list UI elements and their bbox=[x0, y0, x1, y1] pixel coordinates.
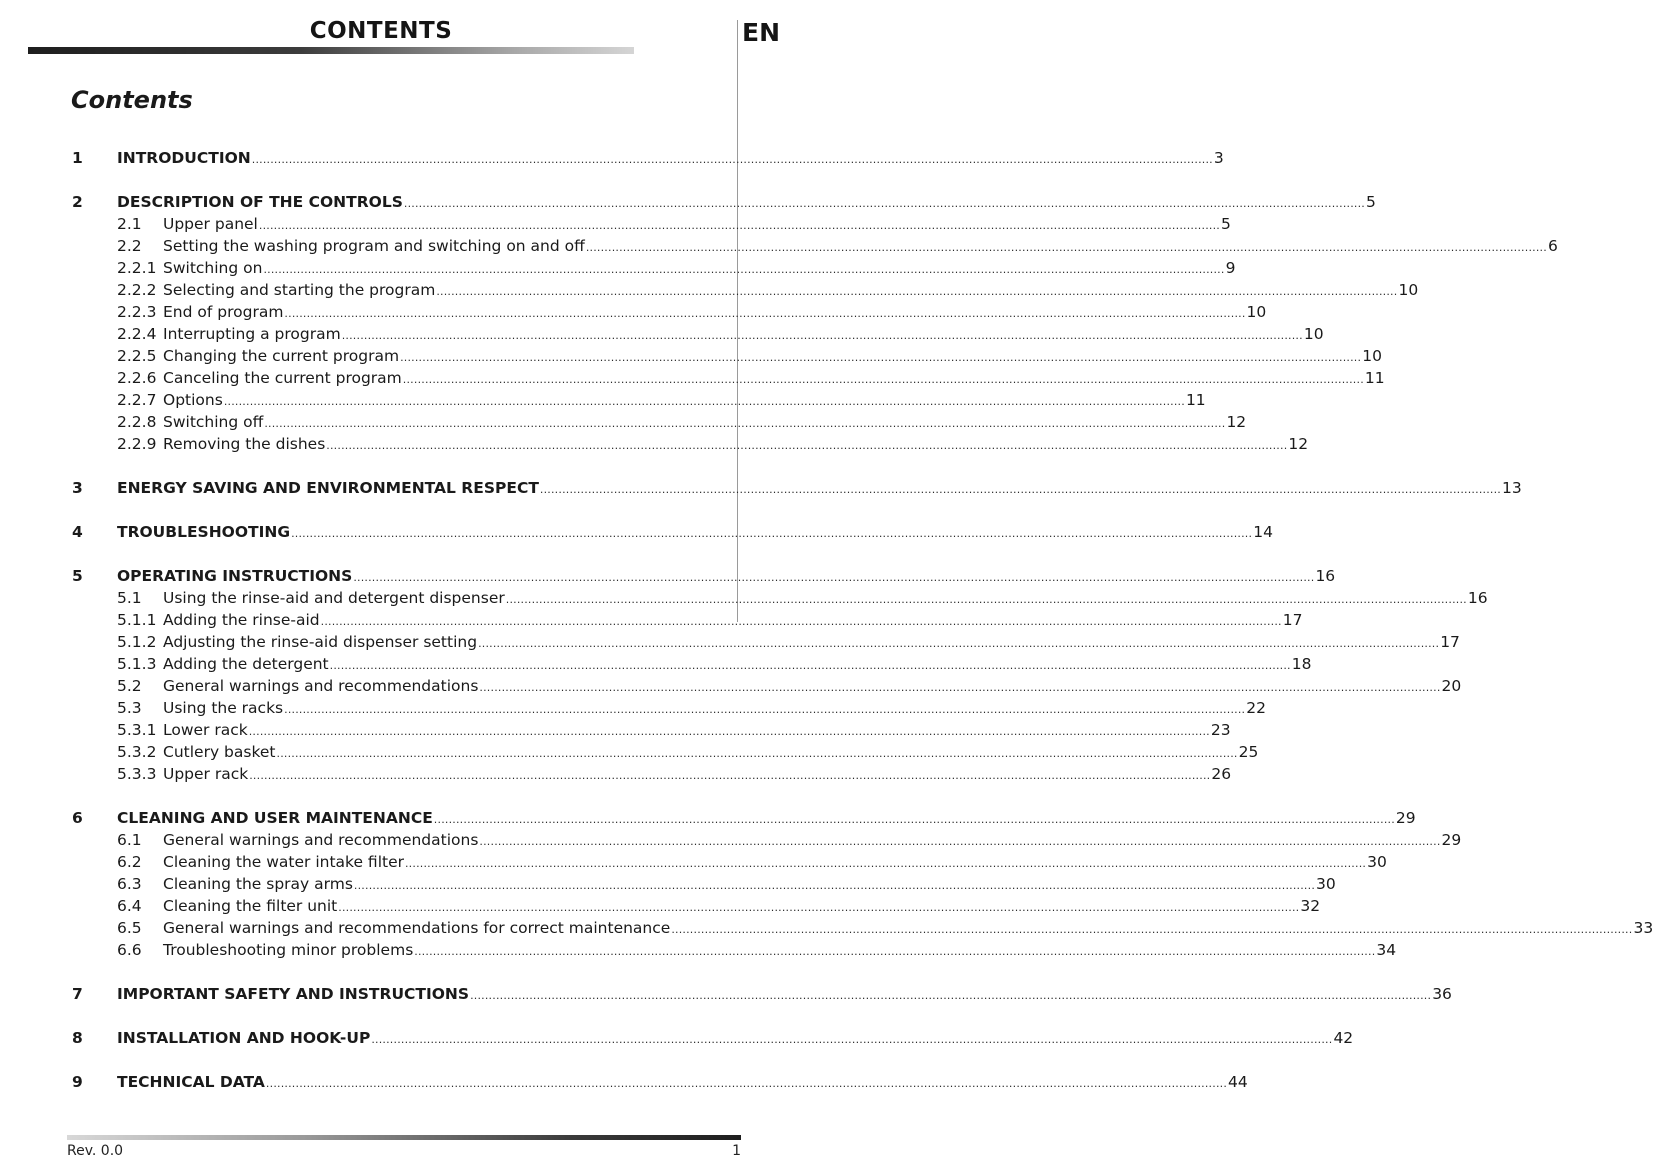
toc-entry-title: Options bbox=[163, 391, 223, 409]
toc-entry-number: 6.4 bbox=[117, 897, 142, 915]
toc-entry-title: End of program bbox=[163, 303, 284, 321]
toc-entry-title: Switching off bbox=[163, 413, 264, 431]
toc-entry[interactable] bbox=[72, 367, 1385, 389]
toc-entry[interactable] bbox=[72, 719, 1231, 741]
dot-leader: .................................................................................................................................................................................................................................................................... bbox=[276, 747, 1238, 760]
toc-entry-page: 26 bbox=[1211, 765, 1232, 783]
toc-entry-number: 5.3.1 bbox=[117, 721, 157, 739]
toc-entry-page: 30 bbox=[1316, 875, 1336, 893]
toc-entry-number: 6.3 bbox=[117, 875, 142, 893]
toc-entry-number: 2.2.8 bbox=[117, 413, 157, 431]
toc-entry[interactable] bbox=[72, 433, 1309, 455]
toc-entry-title: General warnings and recommendations bbox=[163, 677, 479, 695]
toc-entry-number: 2.2.9 bbox=[117, 435, 157, 453]
toc-entry[interactable] bbox=[72, 741, 1259, 763]
toc-entry-page: 33 bbox=[1633, 919, 1653, 937]
toc-entry-number: 2.2.1 bbox=[117, 259, 157, 277]
dot-leader: .................................................................................................................................................................................................................................................................... bbox=[478, 637, 1440, 650]
toc-entry-page: 16 bbox=[1467, 589, 1488, 607]
toc-entry-title: TECHNICAL DATA bbox=[117, 1073, 265, 1091]
toc-entry-page: 18 bbox=[1291, 655, 1312, 673]
toc-entry-number: 2 bbox=[72, 193, 83, 211]
toc-entry[interactable] bbox=[72, 939, 1397, 961]
toc-entry[interactable] bbox=[72, 587, 1488, 609]
toc-entry[interactable] bbox=[72, 873, 1336, 895]
toc-entry-page: 6 bbox=[1547, 237, 1558, 255]
toc-entry-number: 5.1.1 bbox=[117, 611, 157, 629]
toc-entry-title: Setting the washing program and switching on and off bbox=[163, 237, 585, 255]
toc-entry[interactable] bbox=[72, 279, 1419, 301]
toc-entry-page: 29 bbox=[1441, 831, 1462, 849]
toc-entry-number: 6.5 bbox=[117, 919, 142, 937]
toc-entry-title: Upper rack bbox=[163, 765, 249, 783]
dot-leader: .................................................................................................................................................................................................................................................................... bbox=[414, 945, 1376, 958]
toc-entry-page: 12 bbox=[1226, 413, 1247, 431]
dot-leader: .................................................................................................................................................................................................................................................................... bbox=[341, 329, 1303, 342]
toc-entry[interactable] bbox=[72, 609, 1303, 631]
toc-entry-page: 14 bbox=[1253, 523, 1273, 541]
dot-leader: .................................................................................................................................................................................................................................................................... bbox=[265, 1077, 1228, 1090]
toc-entry-title: IMPORTANT SAFETY AND INSTRUCTIONS bbox=[117, 985, 470, 1003]
toc-entry-number: 5.2 bbox=[117, 677, 142, 695]
toc-entry[interactable] bbox=[72, 565, 1336, 587]
dot-leader: .................................................................................................................................................................................................................................................................... bbox=[249, 769, 1211, 782]
toc-entry-page: 34 bbox=[1376, 941, 1397, 959]
toc-entry-title: General warnings and recommendations bbox=[163, 831, 479, 849]
toc-entry[interactable] bbox=[72, 653, 1312, 675]
toc-entry-title: Removing the dishes bbox=[163, 435, 326, 453]
toc-entry-title: Troubleshooting minor problems bbox=[163, 941, 414, 959]
toc-entry[interactable] bbox=[72, 983, 1452, 1005]
toc-entry-title: CLEANING AND USER MAINTENANCE bbox=[117, 809, 433, 827]
toc-entry[interactable] bbox=[72, 477, 1522, 499]
toc-entry-title: INTRODUCTION bbox=[117, 149, 251, 167]
toc-entry-page: 20 bbox=[1441, 677, 1462, 695]
dot-leader: .................................................................................................................................................................................................................................................................... bbox=[329, 659, 1291, 672]
dot-leader: .................................................................................................................................................................................................................................................................... bbox=[223, 395, 1185, 408]
dot-leader: .................................................................................................................................................................................................................................................................... bbox=[404, 857, 1367, 870]
toc-entry-title: Adding the rinse-aid bbox=[163, 611, 320, 629]
toc-entry-page: 44 bbox=[1228, 1073, 1248, 1091]
revision-label: Rev. 0.0 bbox=[67, 1143, 124, 1159]
toc-entry-number: 5.1.2 bbox=[117, 633, 157, 651]
toc-entry-number: 6.1 bbox=[117, 831, 142, 849]
toc-entry-page: 3 bbox=[1213, 149, 1224, 167]
toc-entry[interactable] bbox=[72, 917, 1653, 939]
toc-entry-title: General warnings and recommendations for correct maintenance bbox=[163, 919, 671, 937]
toc-entry-page: 17 bbox=[1440, 633, 1460, 651]
toc-entry[interactable] bbox=[72, 675, 1462, 697]
toc-entry-title: TROUBLESHOOTING bbox=[117, 523, 291, 541]
toc-entry[interactable] bbox=[72, 697, 1266, 719]
toc-entry-number: 2.2.5 bbox=[117, 347, 157, 365]
language-code: EN bbox=[742, 18, 781, 47]
toc-entry-title: Using the rinse-aid and detergent dispenser bbox=[163, 589, 505, 607]
toc-entry-number: 5.3 bbox=[117, 699, 142, 717]
toc-entry-number: 5.1 bbox=[117, 589, 142, 607]
toc-entry[interactable] bbox=[72, 345, 1382, 367]
dot-leader: .................................................................................................................................................................................................................................................................... bbox=[263, 263, 1225, 276]
toc-entry-page: 13 bbox=[1502, 479, 1522, 497]
toc-entry-page: 22 bbox=[1246, 699, 1266, 717]
toc-entry-title: Using the racks bbox=[163, 699, 284, 717]
dot-leader: .................................................................................................................................................................................................................................................................... bbox=[264, 417, 1226, 430]
dot-leader: .................................................................................................................................................................................................................................................................... bbox=[353, 571, 1315, 584]
toc-entry-title: INSTALLATION AND HOOK-UP bbox=[117, 1029, 371, 1047]
dot-leader: .................................................................................................................................................................................................................................................................... bbox=[433, 813, 1395, 826]
toc-entry-title: DESCRIPTION OF THE CONTROLS bbox=[117, 193, 403, 211]
toc-entry-number: 2.1 bbox=[117, 215, 142, 233]
toc-entry-page: 29 bbox=[1395, 809, 1416, 827]
toc-entry-title: Canceling the current program bbox=[163, 369, 402, 387]
toc-entry[interactable] bbox=[72, 301, 1267, 323]
toc-entry-title: Adjusting the rinse-aid dispenser setting bbox=[163, 633, 478, 651]
dot-leader: .................................................................................................................................................................................................................................................................... bbox=[470, 989, 1432, 1002]
toc-entry-title: Lower rack bbox=[163, 721, 248, 739]
toc-entry-title: ENERGY SAVING AND ENVIRONMENTAL RESPECT bbox=[117, 479, 539, 497]
dot-leader: .................................................................................................................................................................................................................................................................... bbox=[326, 439, 1288, 452]
page-header-title: CONTENTS bbox=[309, 18, 453, 44]
toc-entry[interactable] bbox=[72, 1027, 1354, 1049]
toc-entry[interactable] bbox=[72, 807, 1416, 829]
toc-entry[interactable] bbox=[72, 763, 1232, 785]
toc-entry-page: 5 bbox=[1366, 193, 1376, 211]
toc-entry-title: OPERATING INSTRUCTIONS bbox=[117, 567, 353, 585]
toc-entry-page: 10 bbox=[1362, 347, 1382, 365]
toc-entry-number: 2.2.2 bbox=[117, 281, 157, 299]
dot-leader: .................................................................................................................................................................................................................................................................... bbox=[258, 219, 1220, 232]
toc-entry-title: Cleaning the spray arms bbox=[163, 875, 353, 893]
toc-entry-page: 25 bbox=[1238, 743, 1259, 761]
dot-leader: .................................................................................................................................................................................................................................................................... bbox=[539, 483, 1502, 496]
toc-entry-title: Cleaning the filter unit bbox=[163, 897, 338, 915]
dot-leader: .................................................................................................................................................................................................................................................................... bbox=[479, 681, 1441, 694]
dot-leader: .................................................................................................................................................................................................................................................................... bbox=[479, 835, 1441, 848]
toc-entry-page: 5 bbox=[1221, 215, 1231, 233]
toc-entry-page: 10 bbox=[1246, 303, 1267, 321]
toc-entry[interactable] bbox=[72, 235, 1558, 257]
toc-entry-page: 11 bbox=[1364, 369, 1385, 387]
toc-entry-page: 17 bbox=[1282, 611, 1303, 629]
toc-entry-number: 4 bbox=[72, 523, 83, 541]
toc-entry-page: 32 bbox=[1300, 897, 1321, 915]
toc-entry-page: 23 bbox=[1210, 721, 1231, 739]
toc-entry[interactable] bbox=[72, 147, 1224, 169]
dot-leader: .................................................................................................................................................................................................................................................................... bbox=[353, 879, 1316, 892]
toc-entry-page: 11 bbox=[1185, 391, 1206, 409]
toc-entry-title: Upper panel bbox=[163, 215, 258, 233]
dot-leader: .................................................................................................................................................................................................................................................................... bbox=[284, 307, 1246, 320]
toc-entry[interactable] bbox=[72, 191, 1376, 213]
toc-entry-page: 30 bbox=[1367, 853, 1387, 871]
toc-entry-title: Cutlery basket bbox=[163, 743, 276, 761]
toc-entry-title: Selecting and starting the program bbox=[163, 281, 436, 299]
toc-entry-number: 5.1.3 bbox=[117, 655, 157, 673]
toc-entry-page: 16 bbox=[1315, 567, 1336, 585]
toc-entry-title: Adding the detergent bbox=[163, 655, 329, 673]
toc-entry-number: 6.6 bbox=[117, 941, 142, 959]
toc-entry-page: 42 bbox=[1333, 1029, 1354, 1047]
toc-entry-number: 3 bbox=[72, 479, 83, 497]
toc-entry-page: 10 bbox=[1303, 325, 1324, 343]
toc-entry-number: 5 bbox=[72, 567, 83, 585]
dot-leader: .................................................................................................................................................................................................................................................................... bbox=[251, 153, 1213, 166]
dot-leader: .................................................................................................................................................................................................................................................................... bbox=[505, 593, 1467, 606]
toc-entry-title: Cleaning the water intake filter bbox=[163, 853, 404, 871]
toc-entry-number: 6.2 bbox=[117, 853, 142, 871]
toc-entry-number: 7 bbox=[72, 985, 83, 1003]
toc-entry-number: 1 bbox=[72, 149, 83, 167]
toc-entry[interactable] bbox=[72, 213, 1231, 235]
toc-entry-number: 9 bbox=[72, 1073, 83, 1091]
toc-entry-number: 2.2 bbox=[117, 237, 142, 255]
dot-leader: .................................................................................................................................................................................................................................................................... bbox=[402, 373, 1364, 386]
toc-entry-number: 2.2.6 bbox=[117, 369, 157, 387]
toc-entry[interactable] bbox=[72, 1071, 1248, 1093]
dot-leader: .................................................................................................................................................................................................................................................................... bbox=[291, 527, 1253, 540]
toc-entry-title: Switching on bbox=[163, 259, 263, 277]
toc-entry-number: 8 bbox=[72, 1029, 83, 1047]
dot-leader: .................................................................................................................................................................................................................................................................... bbox=[248, 725, 1210, 738]
toc-entry-number: 6 bbox=[72, 809, 83, 827]
toc-entry-number: 5.3.2 bbox=[117, 743, 157, 761]
toc-entry[interactable] bbox=[72, 257, 1236, 279]
toc-entry[interactable] bbox=[72, 411, 1247, 433]
dot-leader: .................................................................................................................................................................................................................................................................... bbox=[320, 615, 1282, 628]
dot-leader: .................................................................................................................................................................................................................................................................... bbox=[671, 923, 1633, 936]
toc-entry-page: 10 bbox=[1398, 281, 1419, 299]
toc-entry-title: Interrupting a program bbox=[163, 325, 341, 343]
toc-entry[interactable] bbox=[72, 521, 1273, 543]
toc-entry-page: 9 bbox=[1225, 259, 1236, 277]
dot-leader: .................................................................................................................................................................................................................................................................... bbox=[585, 241, 1547, 254]
footer-rule bbox=[67, 1135, 741, 1140]
toc-entry-number: 2.2.3 bbox=[117, 303, 157, 321]
toc-entry[interactable] bbox=[72, 851, 1387, 873]
toc-entry-page: 12 bbox=[1288, 435, 1309, 453]
toc-entry-number: 2.2.4 bbox=[117, 325, 157, 343]
page-number: 1 bbox=[732, 1143, 741, 1159]
toc-entry-number: 5.3.3 bbox=[117, 765, 157, 783]
dot-leader: .................................................................................................................................................................................................................................................................... bbox=[284, 703, 1246, 716]
dot-leader: .................................................................................................................................................................................................................................................................... bbox=[403, 197, 1366, 210]
dot-leader: .................................................................................................................................................................................................................................................................... bbox=[371, 1033, 1333, 1046]
toc-entry[interactable] bbox=[72, 389, 1206, 411]
toc-entry[interactable] bbox=[72, 895, 1321, 917]
toc-entry[interactable] bbox=[72, 829, 1462, 851]
dot-leader: .................................................................................................................................................................................................................................................................... bbox=[436, 285, 1398, 298]
toc-entry[interactable] bbox=[72, 323, 1324, 345]
dot-leader: .................................................................................................................................................................................................................................................................... bbox=[338, 901, 1300, 914]
toc-entry-title: Changing the current program bbox=[163, 347, 400, 365]
toc-entry-page: 36 bbox=[1432, 985, 1452, 1003]
dot-leader: .................................................................................................................................................................................................................................................................... bbox=[400, 351, 1362, 364]
toc-entry[interactable] bbox=[72, 631, 1460, 653]
toc-entry-number: 2.2.7 bbox=[117, 391, 157, 409]
contents-heading: Contents bbox=[71, 86, 193, 114]
